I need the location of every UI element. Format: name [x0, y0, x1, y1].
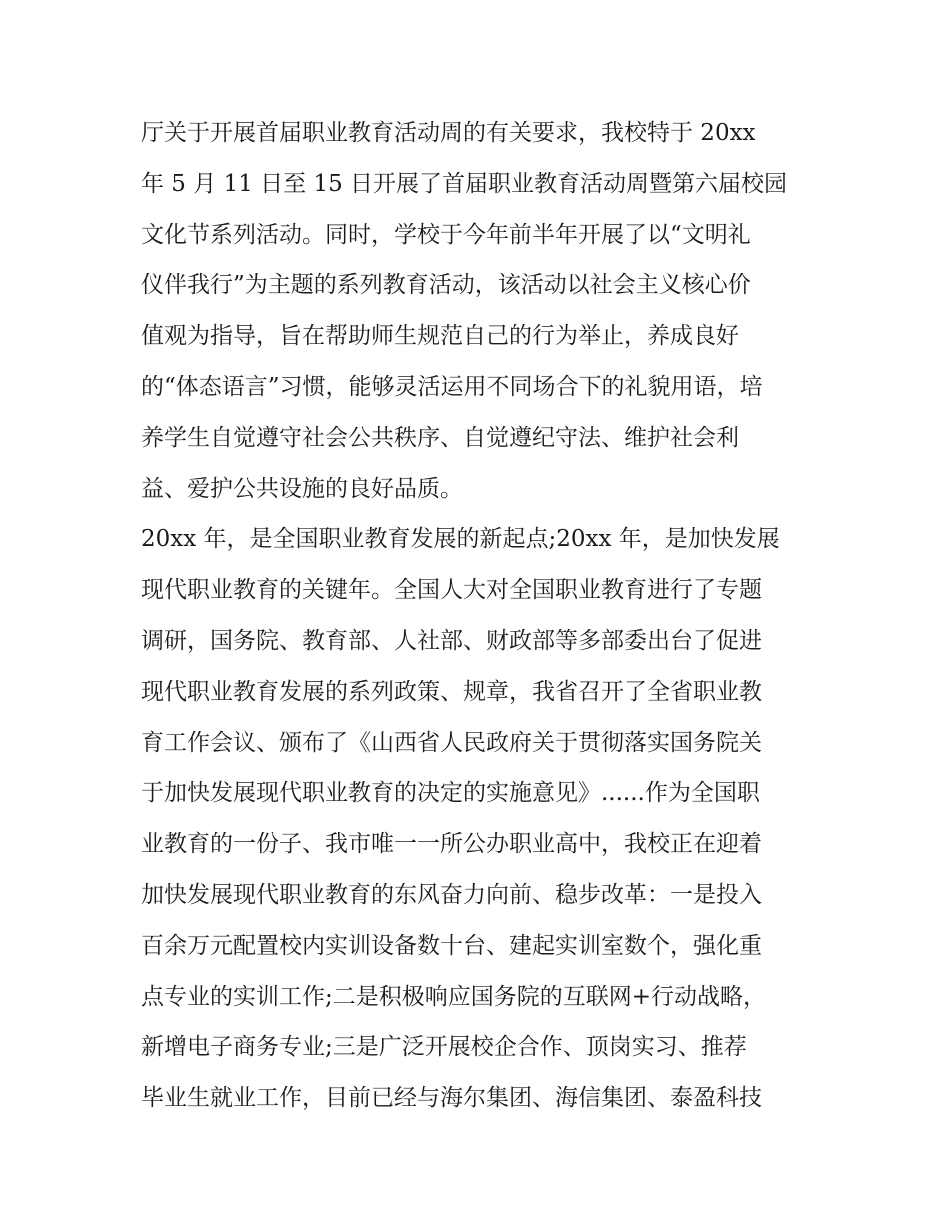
text-line: 于加快发展现代职业教育的决定的实施意见》......作为全国职	[141, 780, 760, 807]
text-line: 毕业生就业工作，目前已经与海尔集团、海信集团、泰盈科技	[141, 1085, 762, 1112]
text-line: 仪伴我行”为主题的系列教育活动，该活动以社会主义核心价	[141, 272, 751, 299]
text-line: 百余万元配置校内实训设备数十台、建起实训室数个，强化重	[141, 932, 762, 959]
text-line: 新增电子商务专业;三是广泛开展校企合作、顶岗实习、推荐	[141, 1034, 747, 1061]
text-line: 文化节系列活动。同时，学校于今年前半年开展了以“文明礼	[141, 221, 751, 248]
text-line: 年 5 月 11 日至 15 日开展了首届职业教育活动周暨第六届校园	[141, 170, 788, 197]
text-line: 现代职业教育发展的系列政策、规章，我省召开了全省职业教	[141, 678, 762, 705]
text-line: 育工作会议、颁布了《山西省人民政府关于贯彻落实国务院关	[141, 729, 762, 756]
text-line: 加快发展现代职业教育的东风奋力向前、稳步改革：一是投入	[141, 881, 762, 908]
text-line: 现代职业教育的关键年。全国人大对全国职业教育进行了专题	[141, 577, 762, 604]
text-line: 养学生自觉遵守社会公共秩序、自觉遵纪守法、维护社会利	[141, 424, 739, 451]
document-body	[141, 108, 813, 1124]
text-line: 益、爱护公共设施的良好品质。	[141, 475, 463, 502]
text-line: 的“体态语言”习惯，能够灵活运用不同场合下的礼貌用语，培	[141, 373, 763, 400]
text-line: 调研，国务院、教育部、人社部、财政部等多部委出台了促进	[141, 627, 762, 654]
text-line: 厅关于开展首届职业教育活动周的有关要求，我校特于 20xx	[141, 120, 756, 146]
text-line: 20xx 年，是全国职业教育发展的新起点;20xx 年，是加快发展	[141, 526, 780, 553]
text-line: 点专业的实训工作;二是积极响应国务院的互联网+行动战略，	[141, 983, 767, 1010]
text-line: 值观为指导，旨在帮助师生规范自己的行为举止，养成良好	[141, 323, 739, 350]
text-line: 业教育的一份子、我市唯一一所公办职业高中，我校正在迎着	[141, 831, 762, 858]
